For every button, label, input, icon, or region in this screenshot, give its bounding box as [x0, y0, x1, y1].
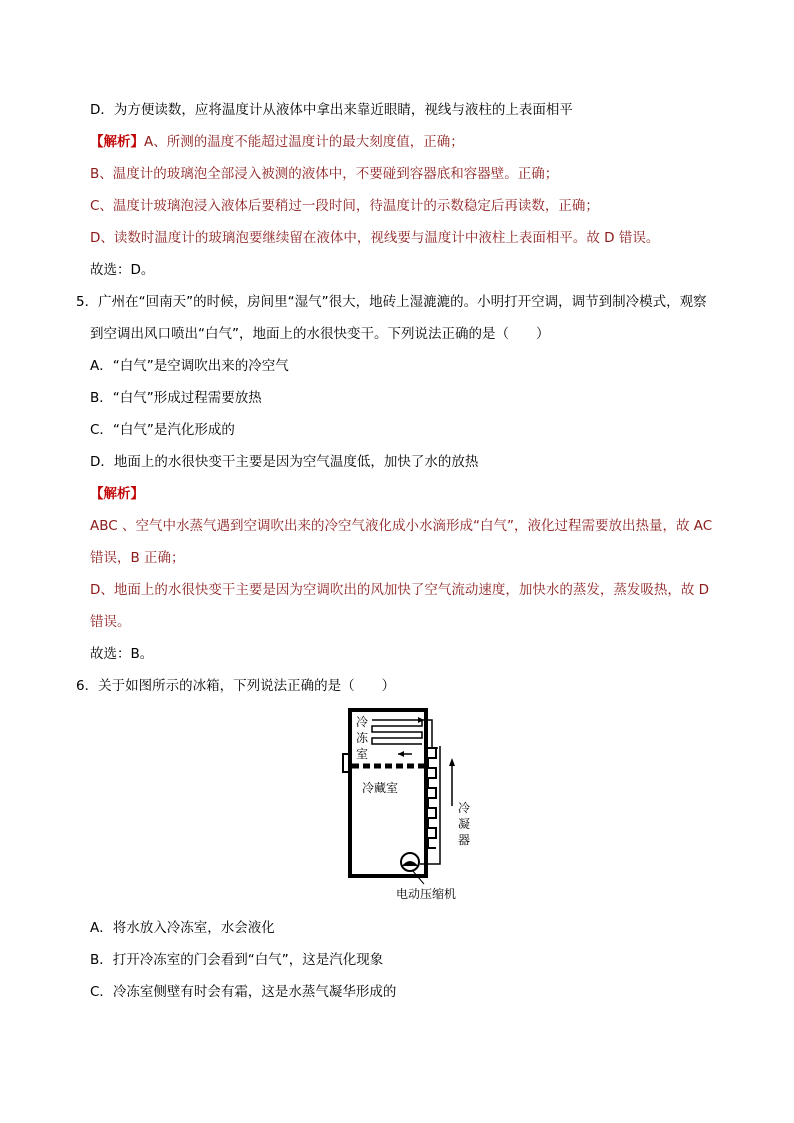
q5-option-c: C．“白气”是汽化形成的	[90, 422, 235, 438]
q6-stem: 6．关于如图所示的冰箱，下列说法正确的是（ ）	[76, 678, 396, 694]
analysis-tag: 【解析】	[90, 134, 144, 150]
condenser-label-1: 冷	[458, 801, 471, 815]
q4-analysis-d: D、读数时温度计的玻璃泡要继续留在液体中，视线要与温度计中液柱上表面相平。故 D 错误。	[90, 230, 660, 246]
q5-stem-1: 5．广州在“回南天”的时候，房间里“湿气”很大，地砖上湿漉漉的。小明打开空调，调节到制冷模式，观察	[76, 294, 707, 310]
freezer-label-1: 冷	[356, 715, 369, 729]
arrow-up-icon	[449, 758, 455, 766]
q5-option-a: A．“白气”是空调吹出来的冷空气	[90, 358, 289, 374]
q4-analysis-c: C、温度计玻璃泡浸入液体后要稍过一段时间，待温度计的示数稳定后再读数，正确；	[90, 198, 599, 214]
q5-analysis-1b: 错误，B 正确；	[90, 550, 185, 566]
q5-answer: 故选：B。	[90, 646, 154, 662]
freezer-label-2: 冻	[356, 731, 369, 745]
fridge-label: 冷藏室	[362, 781, 399, 795]
q6-option-a: A．将水放入冷冻室，水会液化	[90, 920, 275, 936]
q5-analysis-tag: 【解析】	[90, 486, 144, 502]
evaporator-coil	[372, 720, 422, 744]
arrow-left-icon	[398, 751, 404, 757]
condenser-label-3: 器	[458, 833, 471, 847]
condenser-label-2: 凝	[458, 817, 471, 831]
compressor-label: 电动压缩机	[396, 887, 457, 901]
q6-option-c: C．冷冻室侧壁有时会有霜，这是水蒸气凝华形成的	[90, 984, 397, 1000]
q6-option-b: B．打开冷冻室的门会看到“白气”，这是汽化现象	[90, 952, 384, 968]
arrow-right-icon	[418, 717, 424, 723]
q5-analysis-2a: D、地面上的水很快变干主要是因为空调吹出的风加快了空气流动速度，加快水的蒸发，蒸发吸热，故 D	[90, 582, 710, 598]
freezer-label-3: 室	[356, 747, 369, 761]
condenser-coil	[428, 748, 436, 848]
q4-option-d: D．为方便读数，应将温度计从液体中拿出来靠近眼睛，视线与液柱的上表面相平	[90, 102, 573, 118]
refrigerator-diagram	[340, 706, 480, 904]
q4-analysis-b: B、温度计的玻璃泡全部浸入被测的液体中，不要碰到容器底和容器壁。正确；	[90, 166, 559, 182]
compressor-fill	[402, 861, 418, 866]
q4-analysis-a-text: A、所测的温度不能超过温度计的最大刻度值，正确；	[144, 134, 464, 150]
q5-option-b: B．“白气”形成过程需要放热	[90, 390, 262, 406]
q5-option-d: D．地面上的水很快变干主要是因为空气温度低，加快了水的放热	[90, 454, 479, 470]
q5-analysis-1a: ABC 、空气中水蒸气遇到空调吹出来的冷空气液化成小水滴形成“白气”，液化过程需要放出热量，故 AC	[90, 518, 713, 534]
q5-analysis-2b: 错误。	[90, 614, 131, 630]
q5-stem-2: 到空调出风口喷出“白气”，地面上的水很快变干。下列说法正确的是（ ）	[90, 326, 550, 342]
q4-answer: 故选：D。	[90, 262, 155, 278]
q4-analysis-a	[90, 132, 464, 152]
